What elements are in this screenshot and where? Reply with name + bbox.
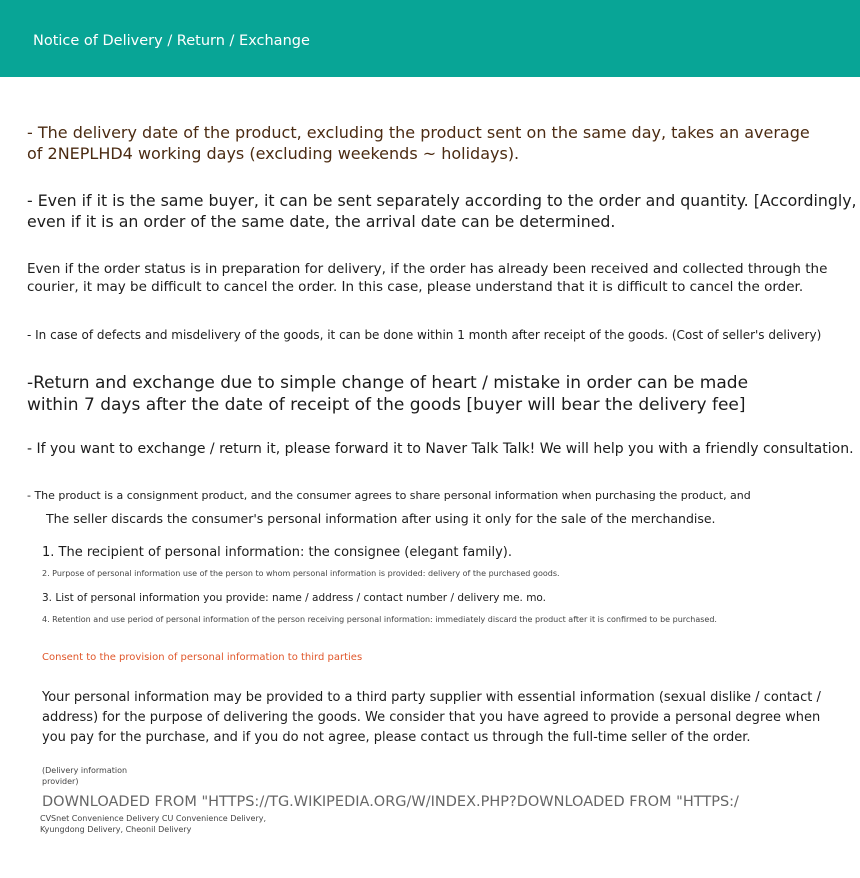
notice-line: - If you want to exchange / return it, please forward it to Naver Talk Talk! We will help you with a friendly consultation. <box>27 441 854 457</box>
carrier-list <box>40 813 266 835</box>
carrier-line: Kyungdong Delivery, Cheonil Delivery <box>40 825 192 834</box>
notice-line: - Even if it is the same buyer, it can be sent separately according to the order and quantity. [Accordingly, <box>27 191 857 210</box>
consent-line: you pay for the purchase, and if you do not agree, please contact us through the full-time seller of the order. <box>42 730 751 745</box>
notice-line: Even if the order status is in preparation for delivery, if the order has already been received and collected through the <box>27 261 828 277</box>
notice-line: even if it is an order of the same date, the arrival date can be determined. <box>27 212 616 231</box>
notice-defects <box>27 327 821 343</box>
downloaded-watermark-text <box>42 793 739 812</box>
privacy-item-text: 2. Purpose of personal information use of the person to whom personal information is provided: delivery of the purchased goods. <box>42 569 560 578</box>
notice-line: - The delivery date of the product, excluding the product sent on the same day, takes an average <box>27 123 810 142</box>
notice-cancellation <box>27 260 827 296</box>
notice-line: - In case of defects and misdelivery of the goods, it can be done within 1 month after receipt of the goods. (Cost of seller's delivery) <box>27 328 822 342</box>
notice-line: - The product is a consignment product, and the consumer agrees to share personal information when purchasing the product, and <box>27 489 751 502</box>
consent-body <box>42 688 821 748</box>
delivery-info-label-line: (Delivery information <box>42 766 128 775</box>
privacy-item-text: 4. Retention and use period of personal information of the person receiving personal information: immediately discard the product after it is confirmed to be purchased. <box>42 615 717 624</box>
notice-return-exchange <box>27 372 748 416</box>
notice-separate-shipping <box>27 190 857 232</box>
notice-talk-talk <box>27 440 854 458</box>
consent-line: Your personal information may be provided to a third party supplier with essential information (sexual dislike / contact / <box>42 690 821 705</box>
notice-line: courier, it may be difficult to cancel the order. In this case, please understand that it is difficult to cancel the order. <box>27 279 804 295</box>
consent-heading-text: Consent to the provision of personal information to third parties <box>42 652 363 663</box>
downloaded-text: DOWNLOADED FROM "HTTPS://TG.WIKIPEDIA.ORG/W/INDEX.PHP?DOWNLOADED FROM "HTTPS:/ <box>42 794 739 810</box>
notice-consignment-continued <box>46 510 716 527</box>
carrier-line: CVSnet Convenience Delivery CU Convenience Delivery, <box>40 814 267 823</box>
page-title: Notice of Delivery / Return / Exchange <box>33 33 310 49</box>
privacy-item-text: 1. The recipient of personal information: the consignee (elegant family). <box>42 545 512 560</box>
header-bar <box>0 0 860 77</box>
delivery-info-label-line: provider) <box>42 777 79 786</box>
notice-line: within 7 days after the date of receipt of the goods [buyer will bear the delivery fee] <box>27 395 746 415</box>
privacy-item-text: 3. List of personal information you provide: name / address / contact number / delivery me. mo. <box>42 592 547 604</box>
privacy-item-4 <box>42 614 717 625</box>
notice-line: of 2NEPLHD4 working days (excluding weekends ~ holidays). <box>27 144 520 163</box>
notice-consignment <box>27 488 751 503</box>
privacy-item-2 <box>42 568 560 579</box>
consent-line: address) for the purpose of delivering the goods. We consider that you have agreed to provide a personal degree when <box>42 710 821 725</box>
privacy-item-3 <box>42 591 546 605</box>
delivery-info-label <box>42 765 127 787</box>
notice-line: -Return and exchange due to simple change of heart / mistake in order can be made <box>27 373 749 393</box>
privacy-item-1 <box>42 544 512 561</box>
notice-delivery-date <box>27 122 810 164</box>
notice-line: The seller discards the consumer's personal information after using it only for the sale of the merchandise. <box>46 511 716 526</box>
consent-heading <box>42 651 362 664</box>
